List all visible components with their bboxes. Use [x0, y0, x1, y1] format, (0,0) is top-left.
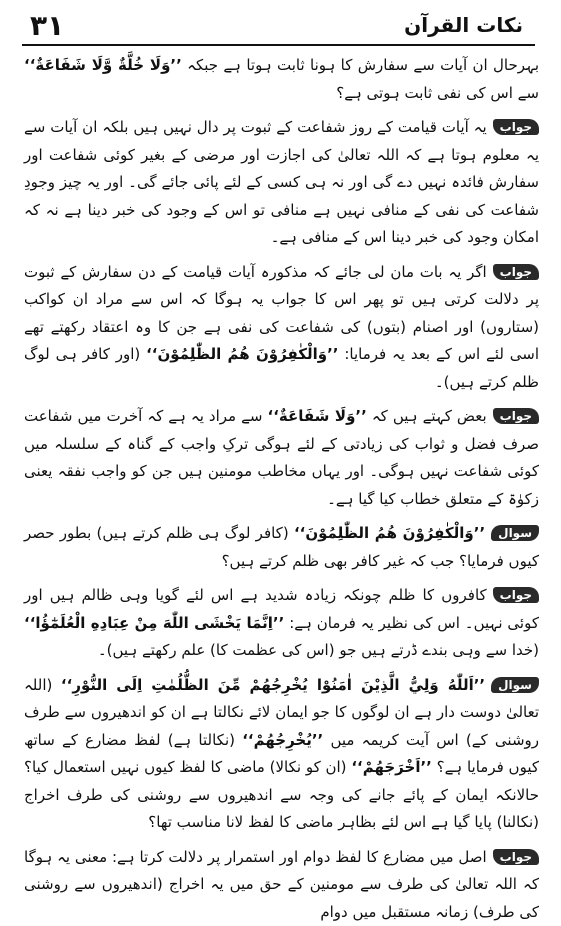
paragraph	[24, 259, 539, 397]
answer-label: جواب	[493, 119, 539, 135]
paragraph	[24, 672, 539, 837]
paragraph-text: (ان کو نکالا) ماضی کا لفظ کیوں نہیں استعمال کیا؟ حالانکہ ایمان کے پائے جانے کی وجہ سے اندھیروں سے روشنی کی طرف اخراج (نکالنا) پایا گیا ہے اس لئے بظاہر ماضی کا لفظ لانا مناسب تھا؟	[24, 758, 539, 831]
paragraph	[24, 844, 539, 926]
paragraph-text: بہرحال ان آیات سے سفارش کا ہونا ثابت ہوتا ہے جبکہ	[182, 56, 539, 74]
paragraph	[24, 520, 539, 575]
answer-label: جواب	[493, 408, 539, 424]
paragraph	[24, 403, 539, 513]
quran-quote: ’’اَللّٰهُ وَلِيُّ الَّذِيْنَ اٰمَنُوْا يُخْرِجُهُمْ مِّنَ الظُّلُمٰتِ اِلَى النُّوْرِ‘‘	[61, 676, 485, 694]
paragraph-text: (اللہ تعالیٰ دوست دار ہے ان لوگوں کا جو ایمان لائے نکالتا ہے ان کو اندھیروں سے طرف روشنی کے) اس آیت کریمہ میں	[24, 676, 539, 749]
quran-quote: ’’وَلَا شَفَاعَةٌ‘‘	[268, 407, 367, 425]
paragraph	[24, 582, 539, 665]
answer-label: جواب	[493, 587, 539, 603]
paragraph-text: (نکالتا ہے) لفظ مضارع کے ساتھ کیوں فرمایا ہے؟	[24, 731, 539, 777]
answer-label: جواب	[493, 849, 539, 865]
paragraph-text: (کافر لوگ ہی ظلم کرتے ہیں) بطور حصر کیوں فرمایا؟ جب کہ غیر کافر بھی ظلم کرتے ہیں؟	[24, 524, 539, 570]
paragraph-text: سے اس کی نفی ثابت ہوتی ہے؟	[336, 84, 539, 102]
quran-quote: ’’وَالْكٰفِرُوْنَ هُمُ الظّٰلِمُوْنَ‘‘	[294, 524, 485, 542]
answer-label: جواب	[493, 264, 539, 280]
running-title: نکات القرآن	[404, 10, 523, 40]
paragraph-text: (خدا سے وہی بندے ڈرتے ہیں جو (اس کی عظمت کا) علم رکھتے ہیں)۔	[98, 641, 539, 659]
page-header	[0, 0, 561, 48]
quran-quote: ’’اَخْرَجَهُمْ‘‘	[351, 758, 432, 776]
paragraph	[24, 52, 539, 107]
page-body	[24, 52, 539, 894]
paragraph-text: کافروں کا ظلم چونکہ زیادہ شدید ہے اس لئے گویا وہی ظالم ہیں اور کوئی نہیں۔ اس کی نظیر یہ فرمان ہے:	[24, 586, 539, 632]
paragraph-text: بعض کہتے ہیں کہ	[367, 407, 487, 425]
paragraph-text: اصل میں مضارع کا لفظ دوام اور استمرار پر دلالت کرتا ہے: معنی یہ ہوگا کہ اللہ تعالیٰ کی طرف سے مومنین کے حق میں یہ اخراج (اندھیروں سے روشنی کی طرف) زمانہ مستقبل میں دوام	[24, 848, 539, 921]
paragraph-text: (اور کافر ہی لوگ ظلم کرتے ہیں)۔	[24, 345, 539, 391]
quran-quote: ’’اِنَّمَا يَخْشَى اللّٰهَ مِنْ عِبَادِهِ الْعُلَمٰٓؤُا‘‘	[24, 614, 284, 632]
header-divider	[22, 44, 535, 46]
quran-quote: ’’وَالْكٰفِرُوْنَ هُمُ الظّٰلِمُوْنَ‘‘	[146, 345, 338, 363]
question-label: سوال	[491, 525, 539, 541]
question-label: سوال	[491, 677, 539, 693]
quran-quote: ’’يُخْرِجُهُمْ‘‘	[242, 731, 323, 749]
paragraph	[24, 114, 539, 252]
paragraph-text: سے مراد یہ ہے کہ آخرت میں شفاعت صرف فضل و ثواب کی زیادتی کے لئے ہوگی ترکِ واجب کے گناہ کے سلسلہ میں کوئی شفاعت نہیں ہوگی۔ اور یہاں مخاطب مومنین ہیں جن کو واجب نفقہ یعنی زکوٰۃ کے متعلق خطاب کیا گیا ہے۔	[24, 407, 539, 508]
paragraph-text: یہ آیات قیامت کے روز شفاعت کے ثبوت پر دال نہیں ہیں بلکہ ان آیات سے یہ معلوم ہوتا ہے کہ اللہ تعالیٰ کی اجازت اور مرضی کے بغیر کوئی شفاعت اور سفارش فائدہ نہیں دے گی اور نہ ہی کسی کے لئے پائی جائے گی۔ اور یہ چیز وجودِ شفاعت کی نفی کے منافی نہیں ہے منافی تو اس کے وجود کی خبر دینا ہے نہ کہ امکان وجود کی خبر دینا اس کے منافی ہے۔	[24, 118, 539, 246]
page-number: ٣١	[30, 8, 64, 44]
quran-quote: ’’وَلَا خُلَّةٌ وَّلَا شَفَاعَةٌ‘‘	[24, 56, 182, 74]
paragraph-text: اگر یہ بات مان لی جائے کہ مذکورہ آیات قیامت کے دن سفارش کے ثبوت پر دلالت کرتی ہیں تو پھر اس کا جواب یہ ہوگا کہ اس سے مراد ان کواکب (ستاروں) اور اصنام (بتوں) کی شفاعت کی نفی ہے جن کا وہ اعتقاد رکھتے تھے اسی لئے اس کے بعد یہ فرمایا:	[24, 263, 539, 364]
